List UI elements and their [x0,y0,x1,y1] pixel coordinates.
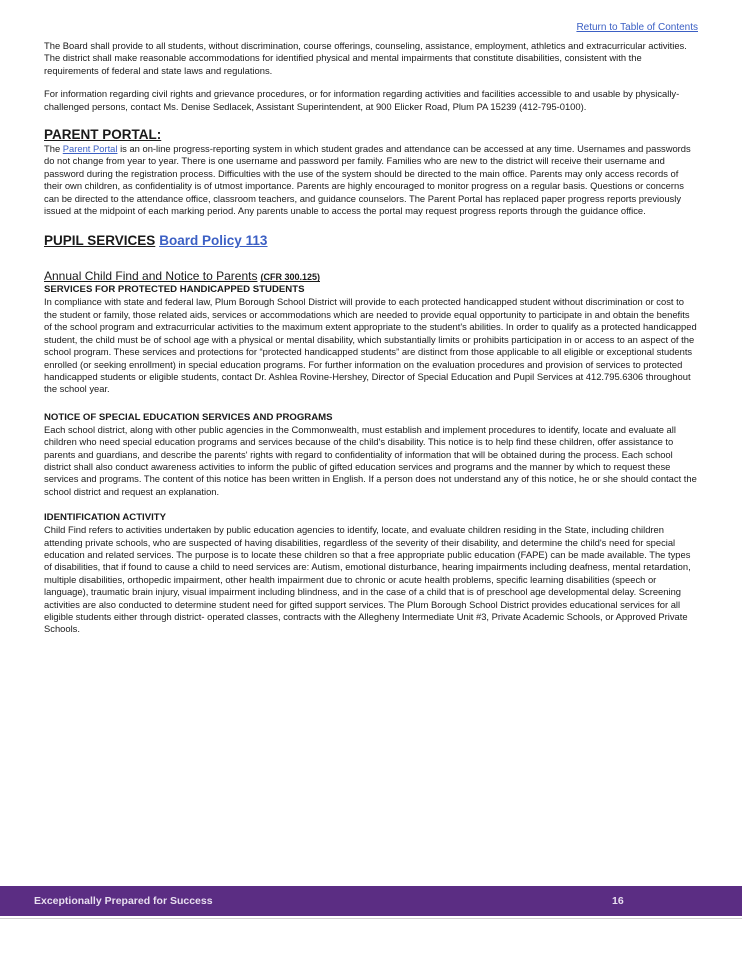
parent-portal-link[interactable]: Parent Portal [62,143,118,155]
identification-activity-heading: IDENTIFICATION ACTIVITY [44,512,167,524]
footer-tagline: Exceptionally Prepared for Success [34,895,213,907]
return-to-contents-link[interactable]: Return to Table of Contents [576,22,698,33]
protected-students-paragraph: In compliance with state and federal law, Plum Borough School District will provide to each protected handicapped student without discrimination or cost to the student or family, those related aids, services or accommodations which are needed to provide equal opportunity to participate in and obtain the benefits of the school program and extracurricular activities to the maximum extent appropriate to the student's abilities. In order to qualify as a protected handicapped student, the child must be of school age with a physical or mental disability, which substantially limits or prohibits participation in or access to an aspect of the school program. These services and protections for “protected handicapped students” are distinct from those applicable to all eligible or exceptional students enrolled (or seeking enrollment) in special education programs. For further information on the evaluation procedures and provision of services to protected handicapped students or eligible students, contact Dr. Ashlea Rovine-Hershey, Director of Special Education and Pupil Services at 412.795.6306 throughout the school year. [44,296,697,395]
footer-band [0,886,742,916]
board-policy-link[interactable]: Board Policy 113 [159,233,268,249]
parent-portal-text-rest: is an on-line progress-reporting system in which student grades and attendance can be accessed at any time. Usernames and passwords do not change from year to year. There is one username and password per family. Families who are new to the district will receive their username and password during the registration process. Difficulties with the use of the system should be directed to the main office. Parents may only access records of their own children, as confidentiality is of utmost importance. Parents are highly encouraged to monitor progress on a regular basis. Questions or concerns can be directed to the attendance office, classroom teachers, and guidance counselors. The Parent Portal has replaced paper progress reports previously issued at the midpoint of each marking period. Any parents unable to access the portal may request progress reports through the guidance office. [44,143,691,217]
child-find-title: Annual Child Find and Notice to Parents [44,269,258,284]
footer-divider [0,918,742,919]
page-content [44,40,698,647]
pupil-services-title: PUPIL SERVICES [44,233,156,249]
protected-students-heading: SERVICES FOR PROTECTED HANDICAPPED STUDENTS [44,284,305,296]
parent-portal-heading: PARENT PORTAL: [44,127,162,143]
special-education-notice-heading: NOTICE OF SPECIAL EDUCATION SERVICES AND PROGRAMS [44,411,333,423]
intro-paragraph-civil-rights: For information regarding civil rights and grievance procedures, or for information regarding activities and facilities accessible to and usable by physically-challenged persons, contact Ms. Denise Sedlacek, Assistant Superintendent, at 900 Elicker Road, Plum PA 15239 (412-795-0100). [44,88,680,112]
pupil-services-heading [44,233,698,249]
parent-portal-paragraph [44,143,698,217]
cfr-reference: (CFR 300.125) [260,272,320,283]
identification-activity-paragraph: Child Find refers to activities undertaken by public education agencies to identify, locate, and evaluate children residing in the State, including children attending private schools, who are suspected of having disabilities, regardless of the severity of their disability, and determine the child's need for special education and related services. The purpose is to locate these children so that a free appropriate public education (FAPE) can be made available. The types of disabilities, that if found to cause a child to need services are: Autism, emotional disturbance, hearing impairments including deafness, mental retardation, multiple disabilities, orthopedic impairment, other health impairment due to chronic or acute health problems, specific learning disabilities (speech or language), traumatic brain injury, visual impairment including blindness, and in the case of a child that is of preschool age developmental delay. Screening activities are also conducted to determine student need for gifted support services. The Plum Borough School District provides educational services for all eligible students either through district- operated classes, contracts with the Allegheny Intermediate Unit #3, Private Academic Schools, or Approved Private Schools. [44,524,691,635]
special-education-notice-paragraph: Each school district, along with other public agencies in the Commonwealth, must establish and implement procedures to identify, locate and evaluate all children who need special education programs and services because of the child's disability. This notice is to help find these children, offer assistance to parents and guardians, and describe the parents' rights with regard to confidentiality of information that will be obtained during the process. Each school district shall also conduct awareness activities to inform the public of gifted education services and programs and the manner by which to request these services and programs. The content of this notice has been written in English. If a person does not understand any of this notice, he or she should contact the school district and request an explanation. [44,423,697,497]
parent-portal-text-start: The [44,143,63,155]
page-number: 16 [612,895,624,907]
child-find-heading [44,269,698,284]
intro-paragraph-nondiscrimination: The Board shall provide to all students, without discrimination, course offerings, counseling, assistance, employment, athletics and extracurricular activities. The district shall make reasonable accommodations for identified physical and mental impairments that constitute disabilities, consistent with the requirements of federal and state laws and regulations. [44,40,687,76]
